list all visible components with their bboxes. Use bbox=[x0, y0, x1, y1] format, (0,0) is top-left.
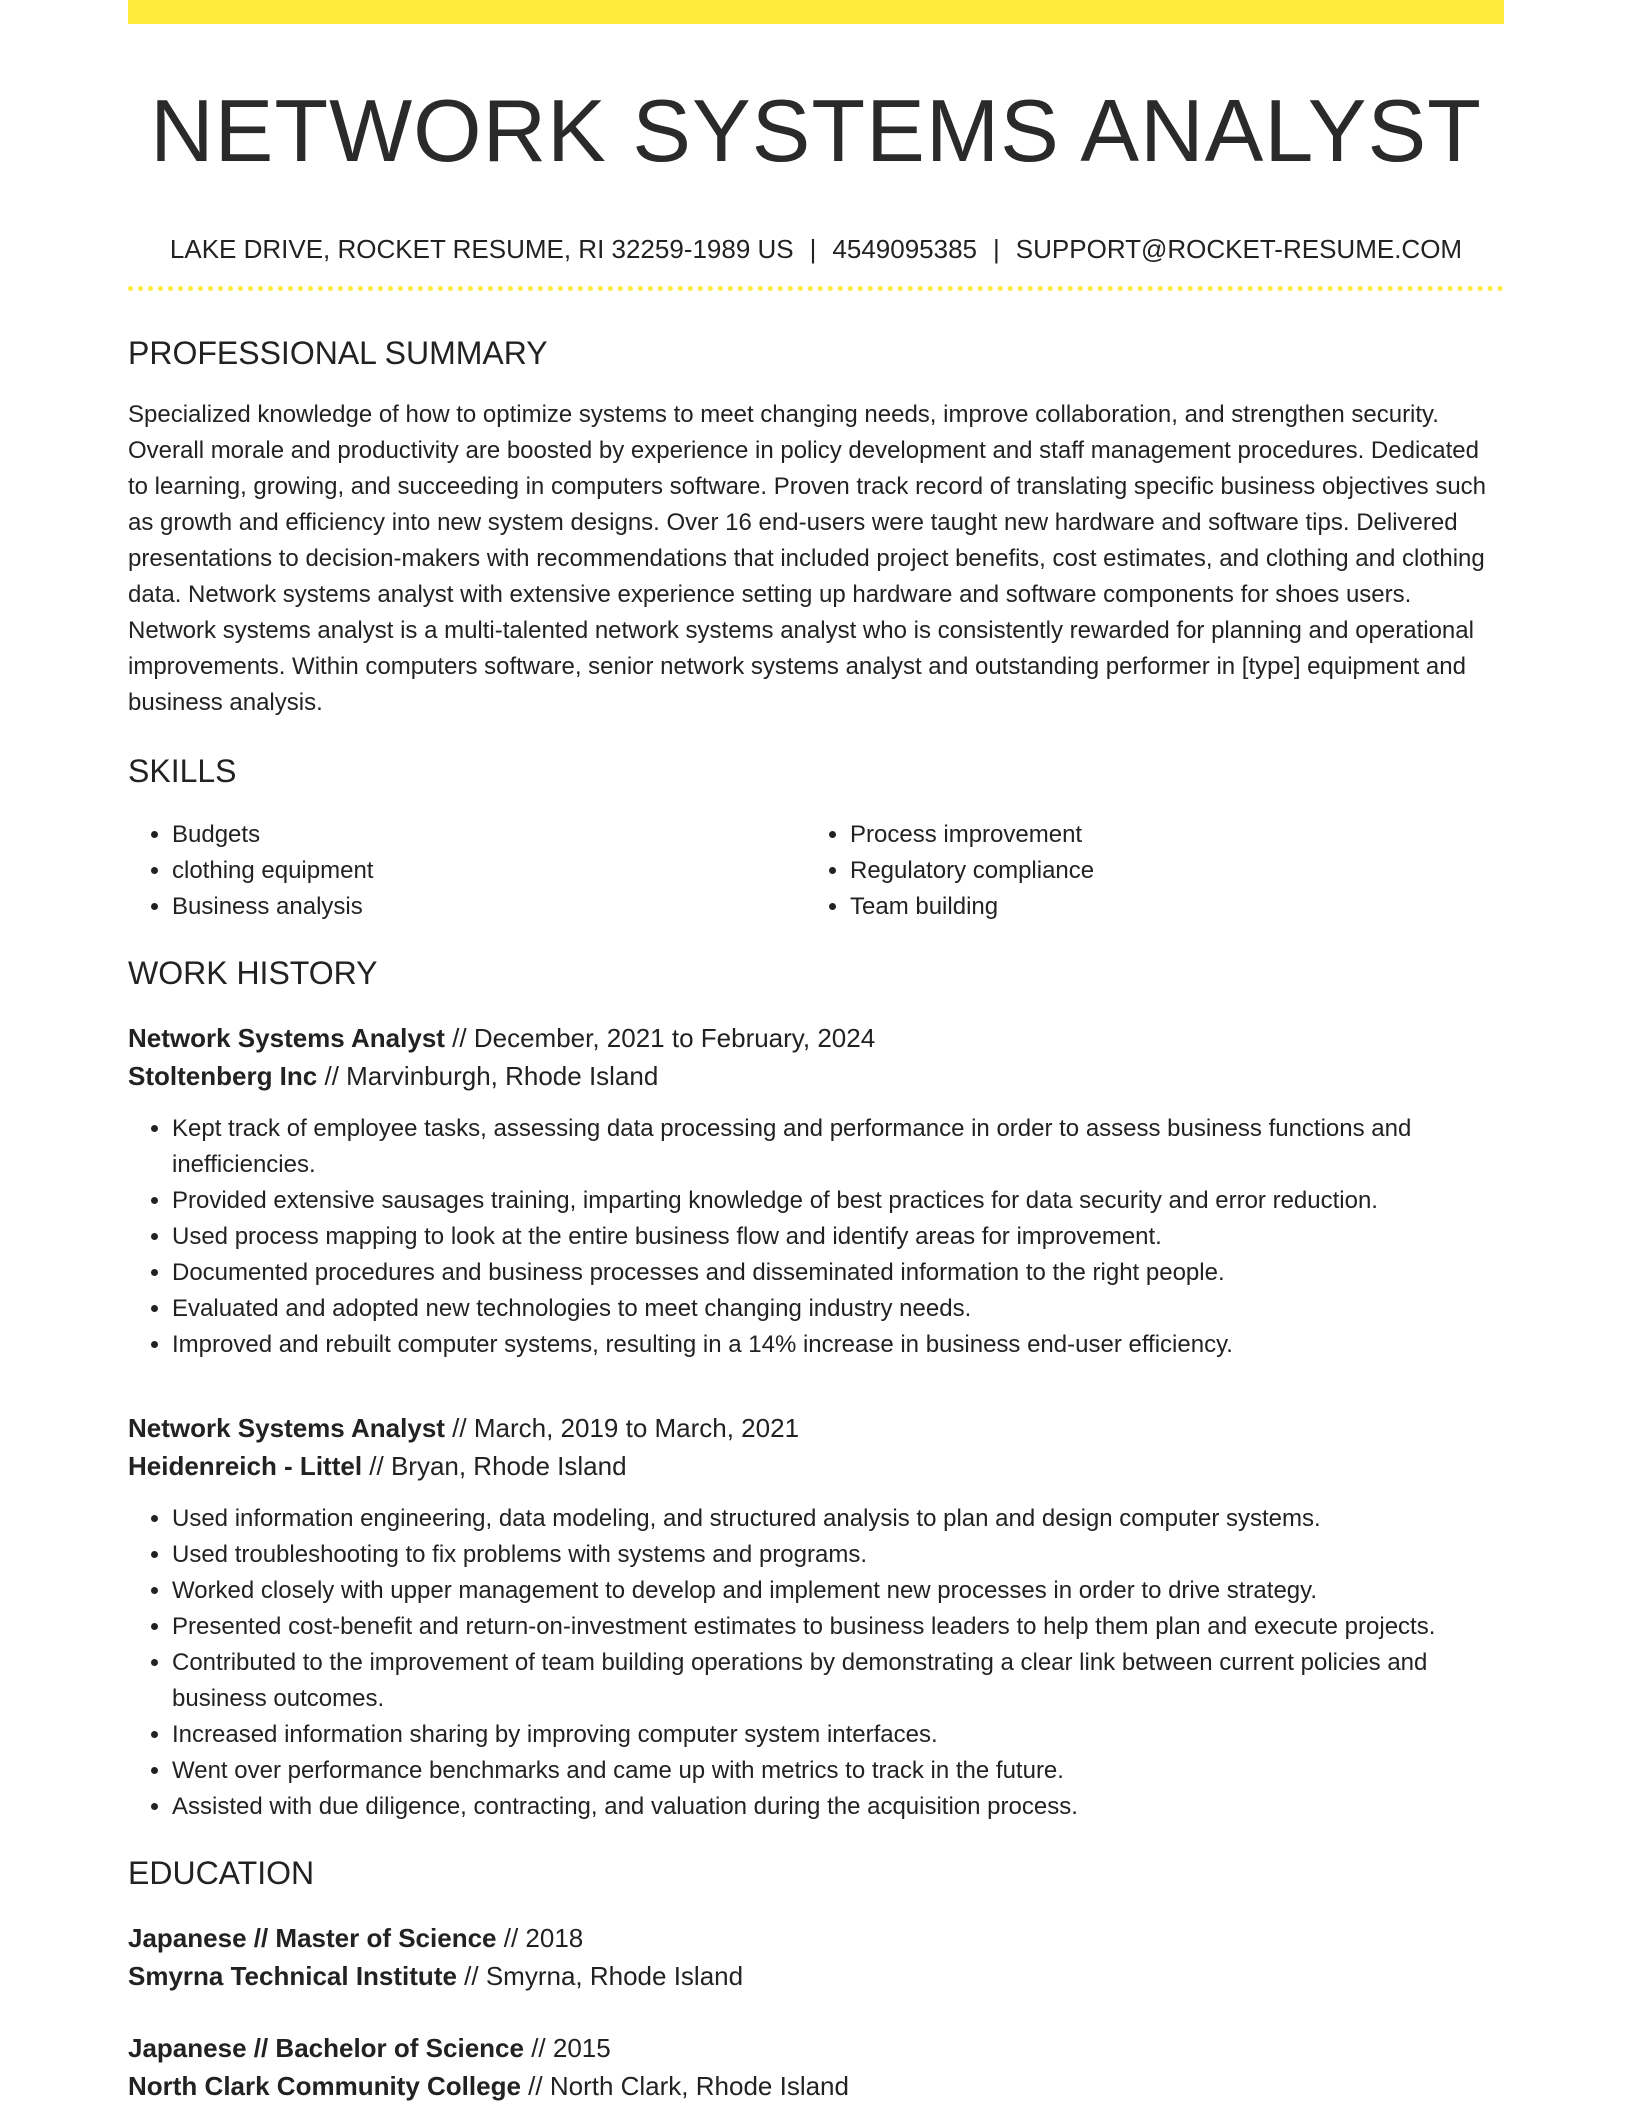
job-bullets bbox=[128, 1501, 1504, 1825]
education-school-line bbox=[128, 1957, 1504, 1995]
skills-list bbox=[128, 817, 1504, 925]
contact-address: LAKE DRIVE, ROCKET RESUME, RI 32259-1989 US bbox=[169, 234, 794, 264]
contact-phone: 4549095385 bbox=[832, 234, 978, 264]
job-bullet: • Worked closely with upper management to develop and implement new processes in order to drive strategy. bbox=[172, 1573, 1504, 1609]
skill-item: • clothing equipment bbox=[172, 853, 806, 889]
job-bullet: • Improved and rebuilt computer systems, resulting in a 14% increase in business end-user efficiency. bbox=[172, 1327, 1504, 1363]
job-bullet: • Documented procedures and business processes and disseminated information to the right people. bbox=[172, 1255, 1504, 1291]
education-entry bbox=[128, 2029, 1504, 2105]
education-year: // 2015 bbox=[523, 2033, 611, 2063]
job-entry bbox=[128, 1409, 1504, 1825]
job-dates: // March, 2019 to March, 2021 bbox=[444, 1413, 800, 1443]
education-school: Smyrna Technical Institute bbox=[128, 1961, 457, 1991]
skill-item: • Team building bbox=[850, 889, 1484, 925]
education-location: // Smyrna, Rhode Island bbox=[456, 1961, 744, 1991]
job-location: // Bryan, Rhode Island bbox=[362, 1451, 627, 1481]
education-school: North Clark Community College bbox=[128, 2071, 521, 2101]
job-bullet: • Kept track of employee tasks, assessing data processing and performance in order to assess business functions and inefficiencies. bbox=[172, 1111, 1504, 1183]
education-degree: Japanese // Master of Science bbox=[128, 1923, 497, 1953]
resume-page bbox=[128, 0, 1504, 2105]
education-location: // North Clark, Rhode Island bbox=[520, 2071, 849, 2101]
job-bullets bbox=[128, 1111, 1504, 1363]
job-company: Stoltenberg Inc bbox=[128, 1061, 318, 1091]
summary-text: Specialized knowledge of how to optimize systems to meet changing needs, improve collaboration, and strengthen security. Overall morale and productivity are boosted by experience in policy development and staff management procedures. Dedicated to learning, growing, and succeeding in computers software. Proven track record of translating specific business objectives such as growth and efficiency into new system designs. Over 16 end-users were taught new hardware and software tips. Delivered presentations to decision-makers with recommendations that included project benefits, cost estimates, and clothing and clothing data. Network systems analyst with extensive experience setting up hardware and software components for shoes users. Network systems analyst is a multi-talented network systems analyst who is consistently rewarded for planning and operational improvements. Within computers software, senior network systems analyst and outstanding performer in [type] equipment and business analysis. bbox=[128, 401, 1487, 716]
job-bullet: • Contributed to the improvement of team building operations by demonstrating a clear link between current policies and business outcomes. bbox=[172, 1645, 1504, 1717]
education-school-line bbox=[128, 2067, 1504, 2105]
education-degree-line bbox=[128, 2029, 1504, 2067]
skills-heading: SKILLS bbox=[128, 753, 237, 789]
job-bullet: • Presented cost-benefit and return-on-investment estimates to business leaders to help them plan and execute projects. bbox=[172, 1609, 1504, 1645]
skills-column-right bbox=[806, 817, 1484, 925]
skill-item: • Process improvement bbox=[850, 817, 1484, 853]
dotted-divider bbox=[128, 286, 1504, 291]
summary-heading: PROFESSIONAL SUMMARY bbox=[128, 335, 548, 371]
contact-line bbox=[128, 234, 1504, 264]
education-entry bbox=[128, 1919, 1504, 1995]
work-history-heading: WORK HISTORY bbox=[128, 955, 378, 991]
education-degree: Japanese // Bachelor of Science bbox=[128, 2033, 524, 2063]
job-title-line bbox=[128, 1019, 1504, 1057]
contact-separator: | bbox=[809, 234, 817, 264]
accent-bar bbox=[128, 0, 1504, 24]
skills-column-left bbox=[128, 817, 806, 925]
job-company-line bbox=[128, 1447, 1504, 1485]
skill-item: • Business analysis bbox=[172, 889, 806, 925]
job-bullet: • Assisted with due diligence, contracting, and valuation during the acquisition process. bbox=[172, 1789, 1504, 1825]
job-bullet: • Provided extensive sausages training, imparting knowledge of best practices for data security and error reduction. bbox=[172, 1183, 1504, 1219]
contact-email[interactable]: SUPPORT@ROCKET-RESUME.COM bbox=[1015, 234, 1463, 264]
job-bullet: • Increased information sharing by improving computer system interfaces. bbox=[172, 1717, 1504, 1753]
resume-title: NETWORK SYSTEMS ANALYST bbox=[150, 81, 1482, 180]
education-degree-line bbox=[128, 1919, 1504, 1957]
job-bullet: • Used process mapping to look at the entire business flow and identify areas for improvement. bbox=[172, 1219, 1504, 1255]
skill-item: • Regulatory compliance bbox=[850, 853, 1484, 889]
job-bullet: • Went over performance benchmarks and came up with metrics to track in the future. bbox=[172, 1753, 1504, 1789]
education-heading: EDUCATION bbox=[128, 1855, 315, 1891]
skill-item: • Budgets bbox=[172, 817, 806, 853]
job-bullet: • Used troubleshooting to fix problems with systems and programs. bbox=[172, 1537, 1504, 1573]
job-company-line bbox=[128, 1057, 1504, 1095]
job-title-line bbox=[128, 1409, 1504, 1447]
job-dates: // December, 2021 to February, 2024 bbox=[444, 1023, 876, 1053]
job-bullet: • Evaluated and adopted new technologies to meet changing industry needs. bbox=[172, 1291, 1504, 1327]
job-role: Network Systems Analyst bbox=[128, 1023, 445, 1053]
job-location: // Marvinburgh, Rhode Island bbox=[317, 1061, 659, 1091]
job-bullet: • Used information engineering, data modeling, and structured analysis to plan and design computer systems. bbox=[172, 1501, 1504, 1537]
job-entry bbox=[128, 1019, 1504, 1363]
job-company: Heidenreich - Littel bbox=[128, 1451, 363, 1481]
education-year: // 2018 bbox=[496, 1923, 584, 1953]
job-role: Network Systems Analyst bbox=[128, 1413, 445, 1443]
contact-separator: | bbox=[993, 234, 1000, 264]
